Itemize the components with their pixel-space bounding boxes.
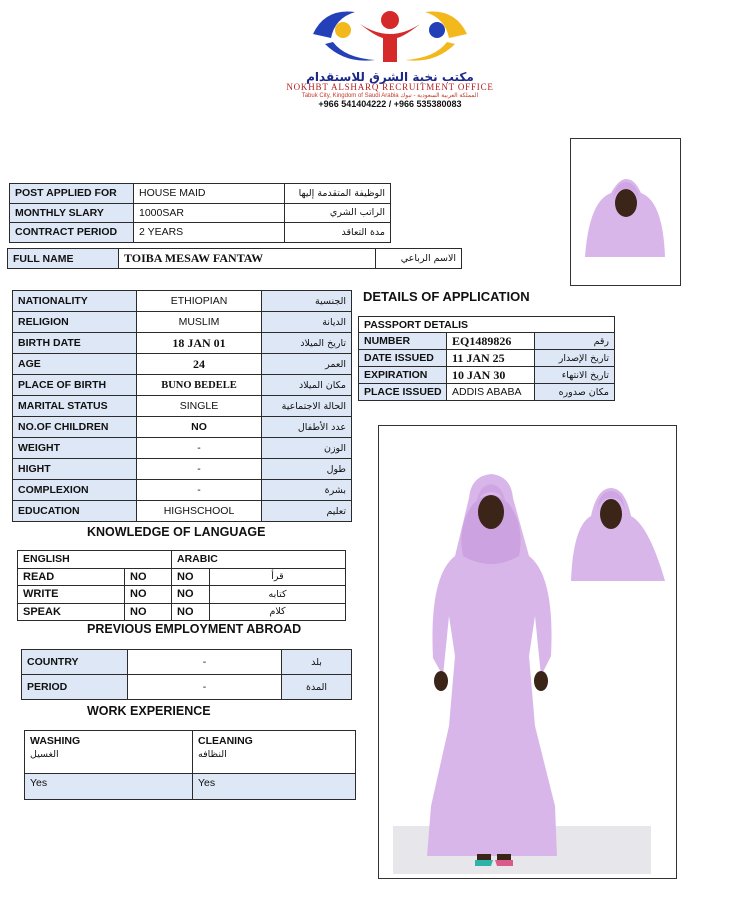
cleaning-label-ar: النظافه (198, 749, 227, 760)
post-applied-label: POST APPLIED FOR (10, 184, 134, 204)
full-name-table (7, 248, 462, 269)
place-issued-value: ADDIS ABABA (447, 384, 535, 401)
birth-date-label-ar: تاريخ الميلاد (262, 333, 352, 354)
marital-status-label: MARITAL STATUS (13, 396, 137, 417)
complexion-value: - (137, 480, 262, 501)
application-heading: DETAILS OF APPLICATION (363, 289, 530, 304)
agency-name: NOKHBT ALSHARQ RECRUITMENT OFFICE (286, 82, 494, 92)
nationality-label-ar: الجنسية (262, 291, 352, 312)
weight-value: - (137, 438, 262, 459)
cleaning-header (193, 731, 356, 774)
place-of-birth-value: BUNO BEDELE (137, 375, 262, 396)
passport-heading: PASSPORT DETALIS (359, 317, 615, 333)
language-col-english: ENGLISH (18, 551, 172, 569)
work-heading: WORK EXPERIENCE (87, 704, 211, 718)
age-label: AGE (13, 354, 137, 375)
employment-table (21, 649, 352, 700)
full-name-value: TOIBA MESAW FANTAW (119, 249, 376, 269)
personal-table (12, 290, 352, 522)
cleaning-label: CLEANING (198, 735, 253, 747)
passport-table (358, 316, 615, 401)
weight-label: WEIGHT (13, 438, 137, 459)
country-label: COUNTRY (22, 650, 128, 675)
nationality-label: NATIONALITY (13, 291, 137, 312)
education-label: EDUCATION (13, 501, 137, 522)
passport-number-value: EQ1489826 (447, 333, 535, 350)
date-issued-label-ar: تاريخ الإصدار (535, 350, 615, 367)
place-issued-label: PLACE ISSUED (359, 384, 447, 401)
agency-logo (305, 4, 475, 68)
read-english: NO (125, 568, 172, 586)
country-value: - (128, 650, 282, 675)
children-label-ar: عدد الأطفال (262, 417, 352, 438)
read-arabic: NO (172, 568, 210, 586)
agency-location: Tabuk City, Kingdom of Saudi Arabia المملكة العربية السعودية - تبوك (301, 93, 479, 99)
birth-date-value: 18 JAN 01 (137, 333, 262, 354)
height-label-ar: طول (262, 459, 352, 480)
agency-name-arabic: مكتب نخبة الشرق للاستقدام (306, 70, 474, 84)
language-heading: KNOWLEDGE OF LANGUAGE (87, 525, 266, 539)
post-applied-label-ar: الوظيفة المتقدمة إليها (285, 184, 391, 204)
height-value: - (137, 459, 262, 480)
age-value: 24 (137, 354, 262, 375)
read-label: READ (18, 568, 125, 586)
write-english: NO (125, 586, 172, 604)
read-label-ar: قرأ (210, 568, 346, 586)
speak-label: SPEAK (18, 603, 125, 621)
place-of-birth-label: PLACE OF BIRTH (13, 375, 137, 396)
passport-number-label-ar: رقم (535, 333, 615, 350)
washing-label-ar: الغسيل (30, 749, 59, 760)
speak-arabic: NO (172, 603, 210, 621)
language-col-arabic: ARABIC (172, 551, 346, 569)
full-name-label: FULL NAME (8, 249, 119, 269)
expiration-label: EXPIRATION (359, 367, 447, 384)
height-label: HIGHT (13, 459, 137, 480)
speak-english: NO (125, 603, 172, 621)
birth-date-label: BIRTH DATE (13, 333, 137, 354)
country-label-ar: بلد (282, 650, 352, 675)
speak-label-ar: كلام (210, 603, 346, 621)
monthly-salary-label: MONTHLY SLARY (10, 203, 134, 223)
date-issued-label: DATE ISSUED (359, 350, 447, 367)
period-label: PERIOD (22, 675, 128, 700)
monthly-salary-label-ar: الراتب الشري (285, 203, 391, 223)
complexion-label: COMPLEXION (13, 480, 137, 501)
marital-status-label-ar: الحالة الاجتماعية (262, 396, 352, 417)
date-issued-value: 11 JAN 25 (447, 350, 535, 367)
full-body-photo (378, 425, 677, 879)
post-applied-value: HOUSE MAID (134, 184, 285, 204)
contract-period-label-ar: مدة التعاقد (285, 223, 391, 243)
work-table (24, 730, 356, 800)
complexion-label-ar: بشرة (262, 480, 352, 501)
employment-heading: PREVIOUS EMPLOYMENT ABROAD (87, 622, 302, 636)
weight-label-ar: الوزن (262, 438, 352, 459)
education-value: HIGHSCHOOL (137, 501, 262, 522)
religion-label: RELIGION (13, 312, 137, 333)
children-label: NO.OF CHILDREN (13, 417, 137, 438)
full-name-label-ar: الاسم الرباعي (376, 249, 462, 269)
passport-number-label: NUMBER (359, 333, 447, 350)
washing-value: Yes (25, 774, 193, 800)
children-value: NO (137, 417, 262, 438)
write-arabic: NO (172, 586, 210, 604)
contract-period-value: 2 YEARS (134, 223, 285, 243)
monthly-salary-value: 1000SAR (134, 203, 285, 223)
cleaning-value: Yes (193, 774, 356, 800)
expiration-label-ar: تاريخ الانتهاء (535, 367, 615, 384)
education-label-ar: تعليم (262, 501, 352, 522)
place-issued-label-ar: مكان صدوره (535, 384, 615, 401)
nationality-value: ETHIOPIAN (137, 291, 262, 312)
period-value: - (128, 675, 282, 700)
age-label-ar: العمر (262, 354, 352, 375)
agency-phones: +966 541404222 / +966 535380083 (318, 99, 462, 109)
marital-status-value: SINGLE (137, 396, 262, 417)
job-table (9, 183, 391, 243)
washing-header (25, 731, 193, 774)
place-of-birth-label-ar: مكان الميلاد (262, 375, 352, 396)
passport-photo (570, 138, 681, 286)
contract-period-label: CONTRACT PERIOD (10, 223, 134, 243)
language-table (17, 550, 346, 621)
period-label-ar: المدة (282, 675, 352, 700)
expiration-value: 10 JAN 30 (447, 367, 535, 384)
write-label: WRITE (18, 586, 125, 604)
religion-label-ar: الديانة (262, 312, 352, 333)
write-label-ar: كتابه (210, 586, 346, 604)
religion-value: MUSLIM (137, 312, 262, 333)
washing-label: WASHING (30, 735, 81, 747)
